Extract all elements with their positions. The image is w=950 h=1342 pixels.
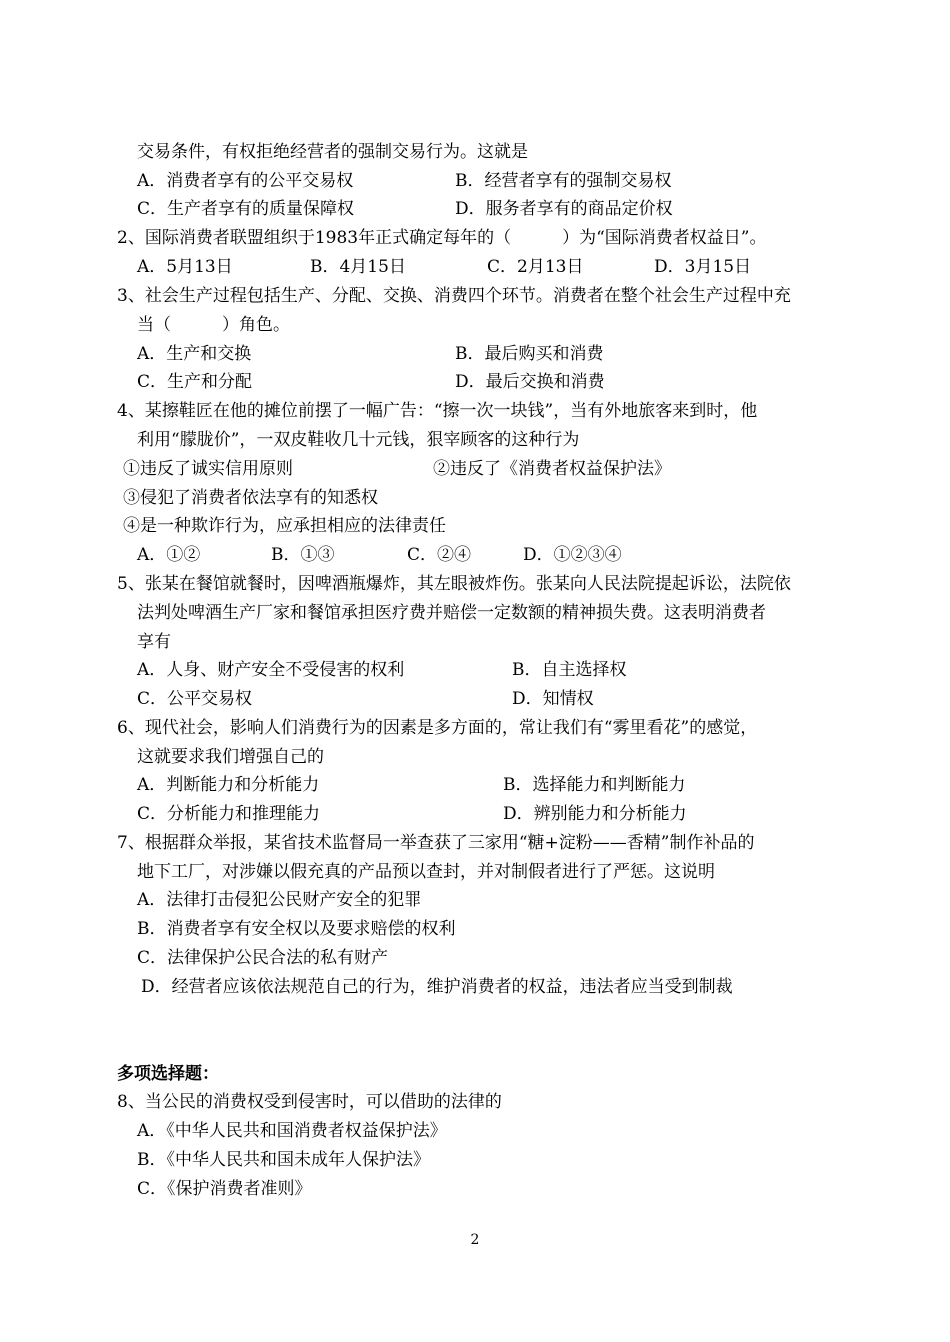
q2-stem: 2、国际消费者联盟组织于1983年正式确定每年的（ ）为“国际消费者权益日”。 (117, 228, 767, 248)
q4-option-d: D．①②③④ (523, 545, 622, 565)
q5-option-d: D．知情权 (512, 689, 594, 709)
q1-option-c: C．生产者享有的质量保障权 (137, 199, 355, 219)
q5-stem-line1: 5、张某在餐馆就餐时，因啤酒瓶爆炸，其左眼被炸伤。张某向人民法院提起诉讼，法院依 (117, 574, 791, 594)
q4-statement-4: ④是一种欺诈行为，应承担相应的法律责任 (123, 516, 446, 536)
q2-option-c: C．2月13日 (487, 257, 584, 277)
q7-option-d: D．经营者应该依法规范自己的行为，维护消费者的权益，违法者应当受到制裁 (141, 977, 733, 997)
q1-option-a: A．消费者享有的公平交易权 (137, 171, 354, 191)
q8-stem: 8、当公民的消费权受到侵害时，可以借助的法律的 (117, 1092, 502, 1112)
q2-option-d: D．3月15日 (654, 257, 752, 277)
q8-option-a: A．《中华人民共和国消费者权益保护法》 (137, 1121, 447, 1141)
q4-statement-1: ①违反了诚实信用原则 (123, 459, 293, 479)
q4-option-b: B．①③ (271, 545, 335, 565)
q3-option-c: C．生产和分配 (137, 372, 253, 392)
q7-option-c: C．法律保护公民合法的私有财产 (137, 948, 389, 968)
page-number: 2 (470, 1232, 480, 1248)
q6-option-b: B．选择能力和判断能力 (503, 775, 686, 795)
q5-stem-line2: 法判处啤酒生产厂家和餐馆承担医疗费并赔偿一定数额的精神损失费。这表明消费者 (137, 603, 766, 623)
q4-stem-line2: 利用“朦胧价”，一双皮鞋收几十元钱，狠宰顾客的这种行为 (137, 430, 580, 450)
q1-stem-continuation: 交易条件，有权拒绝经营者的强制交易行为。这就是 (137, 142, 528, 162)
q6-option-c: C．分析能力和推理能力 (137, 804, 321, 824)
q3-stem-line1: 3、社会生产过程包括生产、分配、交换、消费四个环节。消费者在整个社会生产过程中充 (117, 286, 791, 306)
q1-option-d: D．服务者享有的商品定价权 (455, 199, 673, 219)
q5-option-a: A．人身、财产安全不受侵害的权利 (137, 660, 405, 680)
q2-option-a: A．5月13日 (137, 257, 233, 277)
q7-stem-line2: 地下工厂，对涉嫌以假充真的产品预以查封，并对制假者进行了严惩。这说明 (137, 862, 715, 882)
q4-option-a: A．①② (137, 545, 201, 565)
q3-option-a: A．生产和交换 (137, 344, 252, 364)
q8-option-c: C．《保护消费者准则》 (137, 1179, 312, 1199)
q8-option-b: B．《中华人民共和国未成年人保护法》 (137, 1150, 430, 1170)
section-heading-multiple-choice: 多项选择题： (117, 1064, 219, 1084)
q5-option-b: B．自主选择权 (512, 660, 627, 680)
q5-option-c: C．公平交易权 (137, 689, 253, 709)
q6-option-a: A．判断能力和分析能力 (137, 775, 320, 795)
q6-stem-line1: 6、现代社会，影响人们消费行为的因素是多方面的，常让我们有“雾里看花”的感觉， (117, 718, 758, 738)
q5-stem-line3: 享有 (137, 632, 171, 652)
q7-option-a: A．法律打击侵犯公民财产安全的犯罪 (137, 890, 422, 910)
q4-statement-2: ②违反了《消费者权益保护法》 (433, 459, 671, 479)
q2-option-b: B．4月15日 (310, 257, 406, 277)
q3-stem-line2: 当（ ）角色。 (137, 315, 290, 335)
q1-option-b: B．经营者享有的强制交易权 (455, 171, 672, 191)
q6-stem-line2: 这就要求我们增强自己的 (137, 747, 324, 767)
q7-stem-line1: 7、根据群众举报，某省技术监督局一举查获了三家用“糖+淀粉——香精”制作补品的 (117, 833, 755, 853)
q6-option-d: D．辨别能力和分析能力 (503, 804, 687, 824)
q7-option-b: B．消费者享有安全权以及要求赔偿的权利 (137, 919, 456, 939)
q4-option-c: C．②④ (407, 545, 472, 565)
q3-option-b: B．最后购买和消费 (455, 344, 604, 364)
q4-stem-line1: 4、某擦鞋匠在他的摊位前摆了一幅广告：“擦一次一块钱”，当有外地旅客来到时，他 (117, 401, 758, 421)
q4-statement-3: ③侵犯了消费者依法享有的知悉权 (123, 488, 378, 508)
q3-option-d: D．最后交换和消费 (455, 372, 605, 392)
